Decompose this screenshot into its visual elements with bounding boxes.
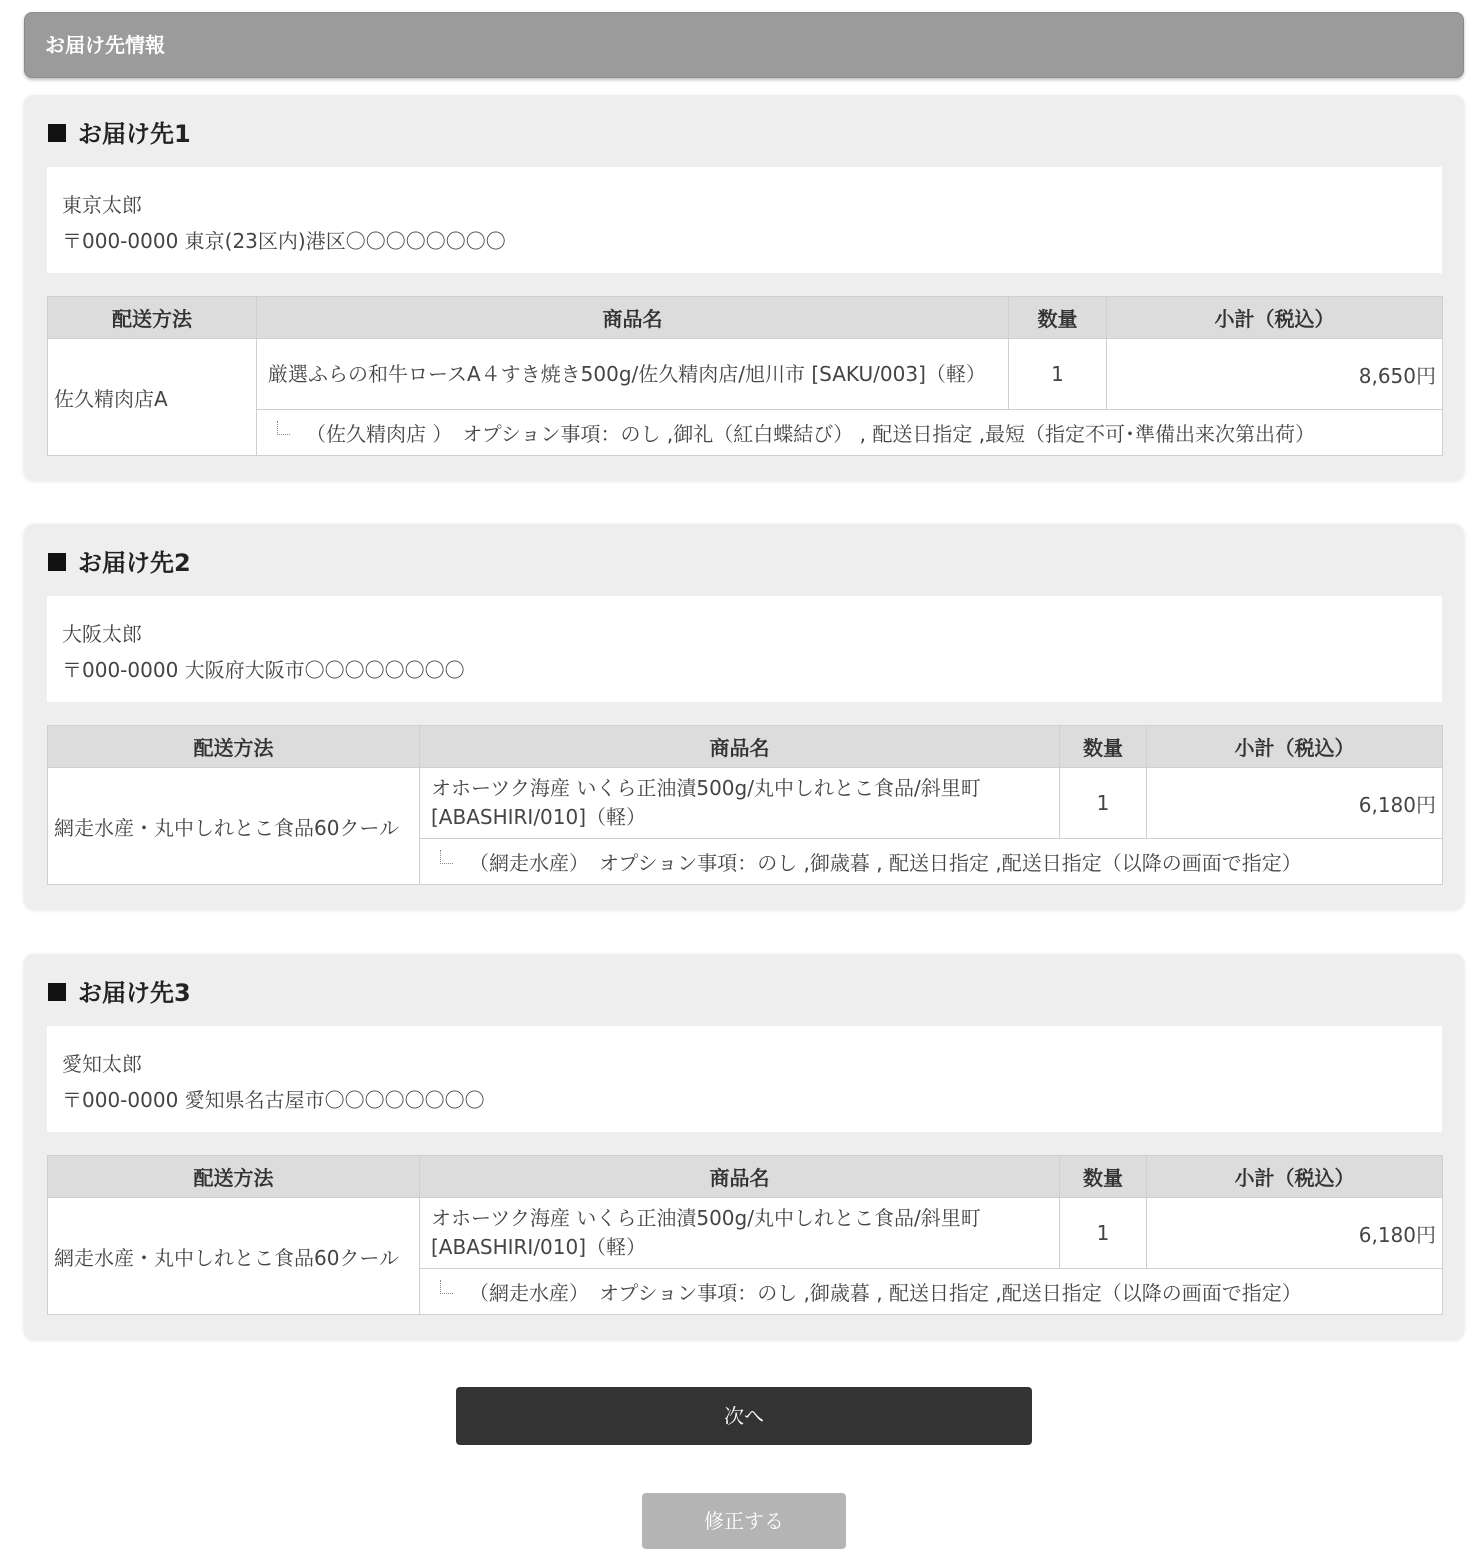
destination-card-3	[24, 954, 1464, 1339]
recipient-name: 愛知太郎	[62, 1052, 142, 1076]
header-product-name: 商品名	[257, 297, 1009, 339]
destination-card-2	[24, 524, 1464, 909]
option-text: （網走水産） オプション事項：のし ,御歳暮 , 配送日指定 ,配送日指定（以降の画面で指定）	[469, 1281, 1302, 1305]
option-cell	[420, 839, 1443, 885]
header-quantity: 数量	[1060, 726, 1147, 768]
subtotal-cell: 6,180円	[1147, 1198, 1443, 1269]
header-product-name: 商品名	[420, 726, 1060, 768]
header-shipping-method: 配送方法	[48, 1156, 420, 1198]
next-button[interactable]: 次へ	[456, 1387, 1032, 1445]
destination-title	[48, 978, 191, 1008]
quantity-cell: 1	[1060, 768, 1147, 839]
sub-item-corner-icon	[277, 421, 290, 435]
destination-card-1	[24, 95, 1464, 480]
option-cell	[257, 410, 1443, 456]
table-row	[48, 768, 1443, 839]
recipient-address: 〒000-0000 大阪府大阪市〇〇〇〇〇〇〇〇	[62, 658, 465, 682]
product-name-cell: オホーツク海産 いくら正油漬500g/丸中しれとこ食品/斜里町 [ABASHIRI/010]（軽）	[420, 1198, 1060, 1269]
square-bullet-icon	[48, 124, 66, 142]
edit-button[interactable]: 修正する	[642, 1493, 846, 1549]
header-product-name: 商品名	[420, 1156, 1060, 1198]
option-cell	[420, 1269, 1443, 1315]
recipient-address: 〒000-0000 愛知県名古屋市〇〇〇〇〇〇〇〇	[62, 1088, 485, 1112]
shipping-method-cell: 佐久精肉店A	[48, 339, 257, 456]
order-items-table	[47, 1155, 1443, 1315]
destination-title-text: お届け先1	[78, 120, 191, 148]
address-box	[47, 1026, 1442, 1132]
sub-item-corner-icon	[440, 850, 453, 864]
table-row	[48, 1198, 1443, 1269]
address-box	[47, 596, 1442, 702]
option-row	[48, 410, 1443, 456]
option-text: （佐久精肉店 ） オプション事項：のし ,御礼（紅白蝶結び） , 配送日指定 ,最短（指定不可･準備出来次第出荷）	[306, 422, 1316, 446]
table-header-row	[48, 1156, 1443, 1198]
quantity-cell: 1	[1009, 339, 1107, 410]
subtotal-cell: 8,650円	[1107, 339, 1443, 410]
quantity-cell: 1	[1060, 1198, 1147, 1269]
table-row	[48, 339, 1443, 410]
destination-title	[48, 119, 191, 149]
destination-title-text: お届け先2	[78, 549, 191, 577]
header-quantity: 数量	[1060, 1156, 1147, 1198]
header-quantity: 数量	[1009, 297, 1107, 339]
address-box	[47, 167, 1442, 273]
sub-item-corner-icon	[440, 1280, 453, 1294]
recipient-name: 大阪太郎	[62, 622, 142, 646]
table-header-row	[48, 297, 1443, 339]
header-shipping-method: 配送方法	[48, 726, 420, 768]
recipient-address: 〒000-0000 東京(23区内)港区〇〇〇〇〇〇〇〇	[62, 229, 506, 253]
shipping-method-cell: 網走水産・丸中しれとこ食品60クール	[48, 768, 420, 885]
recipient-name: 東京太郎	[62, 193, 142, 217]
header-subtotal: 小計（税込）	[1107, 297, 1443, 339]
destination-title-text: お届け先3	[78, 979, 191, 1007]
header-subtotal: 小計（税込）	[1147, 726, 1443, 768]
order-items-table	[47, 725, 1443, 885]
order-items-table	[47, 296, 1443, 456]
product-name-cell: 厳選ふらの和牛ロースA４すき焼き500g/佐久精肉店/旭川市 [SAKU/003]（軽）	[257, 339, 1009, 410]
subtotal-cell: 6,180円	[1147, 768, 1443, 839]
shipping-method-cell: 網走水産・丸中しれとこ食品60クール	[48, 1198, 420, 1315]
section-title: お届け先情報	[45, 33, 165, 57]
destination-title	[48, 548, 191, 578]
section-header	[24, 12, 1464, 78]
header-subtotal: 小計（税込）	[1147, 1156, 1443, 1198]
square-bullet-icon	[48, 553, 66, 571]
product-name-cell: オホーツク海産 いくら正油漬500g/丸中しれとこ食品/斜里町 [ABASHIRI/010]（軽）	[420, 768, 1060, 839]
square-bullet-icon	[48, 983, 66, 1001]
table-header-row	[48, 726, 1443, 768]
header-shipping-method: 配送方法	[48, 297, 257, 339]
option-text: （網走水産） オプション事項：のし ,御歳暮 , 配送日指定 ,配送日指定（以降の画面で指定）	[469, 851, 1302, 875]
